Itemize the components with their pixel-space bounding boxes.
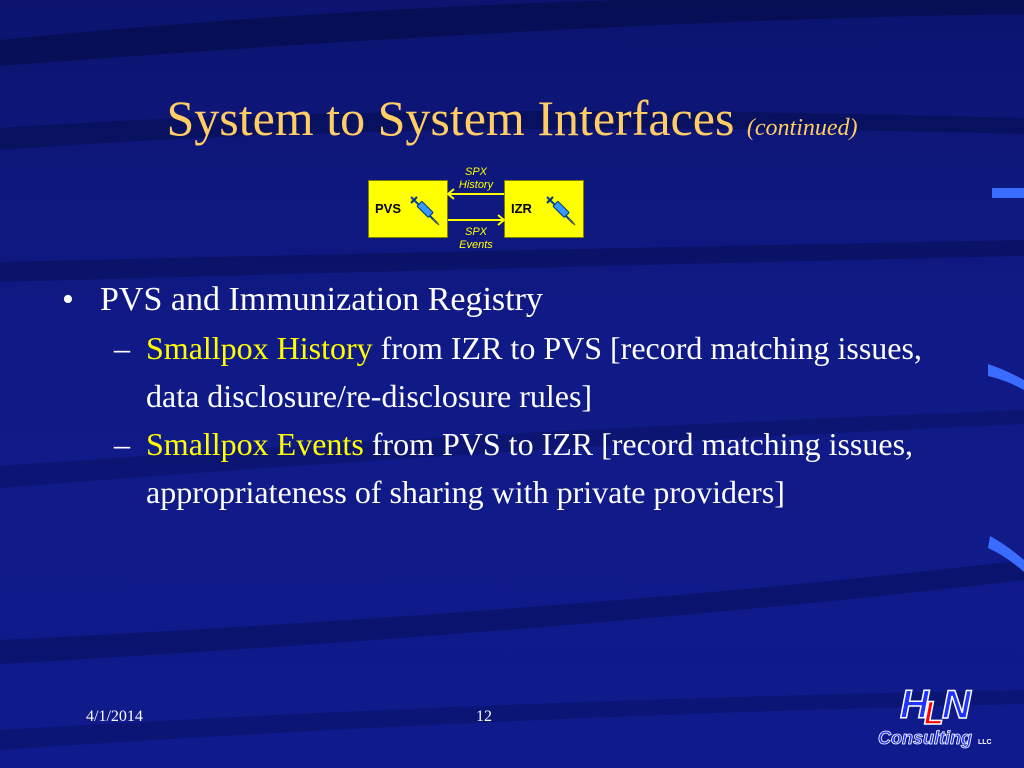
spx-history-label: SPX History — [458, 166, 494, 191]
pvs-label: PVS — [375, 201, 402, 216]
sub-bullet-highlight: Smallpox History — [146, 330, 373, 366]
svg-text:L: L — [924, 695, 944, 731]
sub-bullet-text: from PVS to IZR [record matching issues, appropriateness of sharing with private providers] — [146, 426, 914, 510]
bullet-main-text: PVS and Immunization Registry — [100, 281, 543, 318]
sub-bullet-text: from IZR to PVS [record matching issues, data disclosure/re-disclosure rules] — [146, 330, 922, 414]
bullet-list — [62, 276, 942, 516]
bullet-main — [62, 276, 942, 324]
bullet-marker: • — [62, 281, 74, 318]
footer-page-number: 12 — [476, 708, 492, 725]
sub-bullet-history — [62, 324, 942, 420]
svg-text:Consulting: Consulting — [878, 728, 972, 748]
sub-bullet-highlight: Smallpox Events — [146, 426, 364, 462]
footer-date: 4/1/2014 — [86, 708, 143, 725]
sub-bullet-events — [62, 420, 942, 516]
svg-text:H: H — [900, 683, 929, 727]
title-suffix: (continued) — [746, 115, 858, 141]
svg-text:LLC: LLC — [978, 739, 992, 746]
dash-marker: – — [114, 330, 130, 366]
interface-diagram — [360, 166, 600, 256]
dash-marker: – — [114, 426, 130, 462]
title-text: System to System Interfaces — [166, 90, 735, 146]
slide-title — [0, 88, 1024, 158]
hln-consulting-logo — [872, 676, 1002, 756]
izr-label: IZR — [511, 201, 532, 216]
spx-events-label: SPX Events — [459, 226, 493, 251]
svg-text:N: N — [942, 683, 971, 727]
